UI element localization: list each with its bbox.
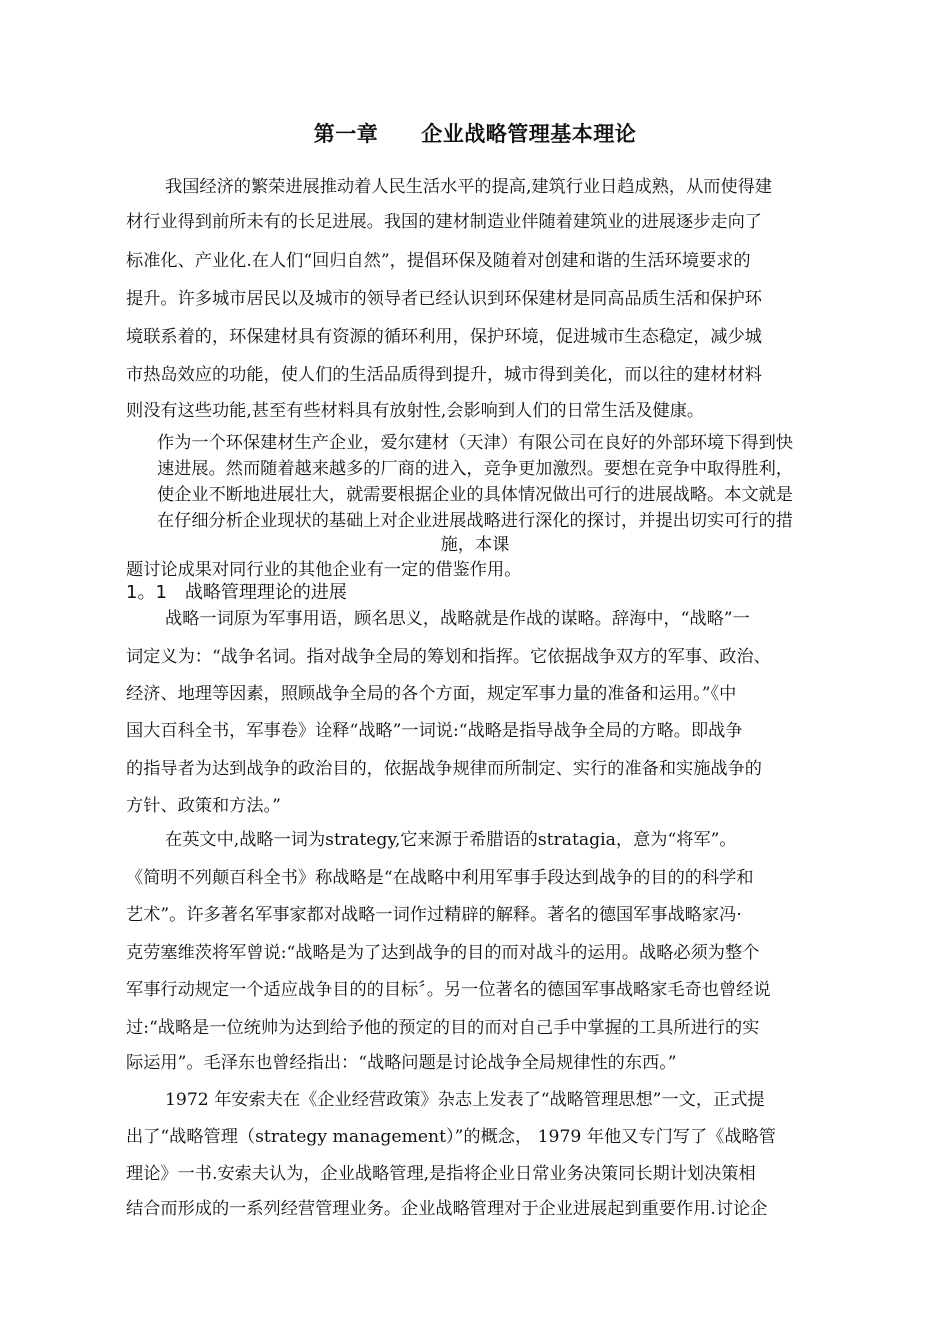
paragraph-line: 国大百科全书，军事卷》诠释“战略”一词说:“战略是指导战争全局的方略。即战争	[126, 721, 743, 741]
paragraph-line: 则没有这些功能,甚至有些材料具有放射性,会影响到人们的日常生活及健康。	[126, 401, 705, 421]
paragraph-line: 作为一个环保建材生产企业，爱尔建材（天津）有限公司在良好的外部环境下得到快	[157, 433, 793, 453]
paragraph-line: 词定义为：“战争名词。指对战争全局的筹划和指挥。它依据战争双方的军事、政治、	[126, 647, 771, 667]
paragraph-line: 境联系着的，环保建材具有资源的循环利用，保护环境，促进城市生态稳定，减少城	[126, 327, 762, 347]
paragraph-line: 1972 年安索夫在《企业经营政策》杂志上发表了“战略管理思想”一文，正式提	[165, 1090, 765, 1110]
paragraph-line: 《简明不列颠百科全书》称战略是“在战略中利用军事手段达到战争的目的的科学和	[126, 868, 754, 888]
paragraph-line: 结合而形成的一系列经营管理业务。企业战略管理对于企业进展起到重要作用.讨论企	[126, 1199, 768, 1219]
paragraph-line: 我国经济的繁荣进展推动着人民生活水平的提高,建筑行业日趋成熟，从而使得建	[165, 177, 773, 197]
paragraph-line: 过:“战略是一位统帅为达到给予他的预定的目的而对自己手中掌握的工具所进行的实	[126, 1018, 760, 1038]
paragraph-line: 克劳塞维茨将军曾说:“战略是为了达到战争的目的而对战斗的运用。战略必须为整个	[126, 943, 760, 963]
paragraph-line: 提升。许多城市居民以及城市的领导者已经认识到环保建材是同高品质生活和保护环	[126, 289, 762, 309]
paragraph-line: 艺术”。许多著名军事家都对战略一词作过精辟的解释。著名的德国军事战略家冯·	[126, 905, 742, 925]
paragraph-line: 军事行动规定一个适应战争目的的目标〞。另一位著名的德国军事战略家毛奇也曾经说	[126, 980, 771, 1000]
section-heading: 1。1 战略管理理论的进展	[126, 582, 347, 603]
paragraph-line: 的指导者为达到战争的政治目的，依据战争规律而所制定、实行的准备和实施战争的	[126, 759, 762, 779]
paragraph-line: 出了“战略管理（strategy management）”的概念， 1979 年他又专门写了《战略管	[126, 1127, 776, 1147]
paragraph-line: 际运用”。毛泽东也曾经指出：“战略问题是讨论战争全局规律性的东西。”	[126, 1053, 677, 1073]
chapter-title: 第一章 企业战略管理基本理论	[313, 122, 637, 146]
paragraph-line: 方针、政策和方法。”	[126, 796, 281, 816]
paragraph-line: 材行业得到前所未有的长足进展。我国的建材制造业伴随着建筑业的进展逐步走向了	[126, 212, 762, 232]
paragraph-line: 速进展。然而随着越来越多的厂商的进入，竞争更加激烈。要想在竞争中取得胜利，	[157, 459, 793, 479]
paragraph-line: 战略一词原为军事用语，顾名思义，战略就是作战的谋略。辞海中，“战略”一	[165, 609, 750, 629]
paragraph-line: 题讨论成果对同行业的其他企业有一定的借鉴作用。	[126, 560, 522, 580]
paragraph-line: 理论》一书.安索夫认为，企业战略管理,是指将企业日常业务决策同长期计划决策相	[126, 1164, 756, 1184]
paragraph-line: 经济、地理等因素，照顾战争全局的各个方面，规定军事力量的准备和运用。”《中	[126, 684, 737, 704]
paragraph-line: 使企业不断地进展壮大，就需要根据企业的具体情况做出可行的进展战略。本文就是	[157, 485, 793, 505]
paragraph-line: 标准化、产业化.在人们“回归自然”，提倡环保及随着对创建和谐的生活环境要求的	[126, 251, 751, 271]
paragraph-line: 在英文中,战略一词为strategy,它来源于希腊语的stratagia，意为“将军”。	[165, 830, 737, 850]
paragraph-line: 施，本课	[440, 535, 510, 555]
paragraph-line: 市热岛效应的功能，使人们的生活品质得到提升，城市得到美化，而以往的建材材料	[126, 365, 762, 385]
paragraph-line: 在仔细分析企业现状的基础上对企业进展战略进行深化的探讨，并提出切实可行的措	[157, 511, 793, 531]
